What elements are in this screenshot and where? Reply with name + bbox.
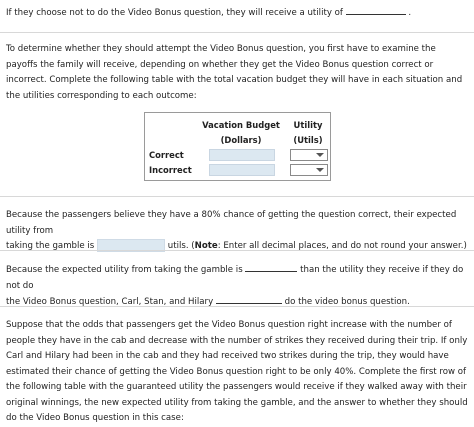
utility-no-bonus-dropdown[interactable] <box>346 5 406 15</box>
q4-line1-post: than the utility they receive if they do not do <box>6 265 464 291</box>
q3-line1: Because the passengers believe they have a 80% chance of getting the question correct, their expected utility from <box>6 210 457 236</box>
odds-scenario-text: Suppose that the odds that passengers get the Video Bonus question right increase with the number of people they have in the cab and decrease with the number of strikes they received during their trip. If only Carl and Hilary had been in the cab and they had received two strikes during the trip, they would have estimated their chance of getting the Video Bonus question right to be only 40%. Complete the first row of the following table with the guaranteed utility the passengers would receive if they walked away with their original winnings, the new expected utility from taking the gamble, and the answer to whether they should do the Video Bonus question in this case: <box>6 320 468 423</box>
col-header-utility-line1: Utility <box>293 120 323 130</box>
q4-line1-pre: Because the expected utility from taking the gamble is <box>6 265 243 275</box>
utility-incorrect-dropdown[interactable] <box>290 164 328 176</box>
q4-line2-pre: the Video Bonus question, Carl, Stan, and Hilary <box>6 297 214 307</box>
payoff-instructions: To determine whether they should attempt the Video Bonus question, you first have to examine the payoffs the family will receive, depending on whether they get the Video Bonus question correct or incorrect. Complete the following table with the total vacation budget they will have in each situation and the utilities corresponding to each outcome: <box>6 44 463 101</box>
chevron-down-icon <box>316 168 324 172</box>
chevron-down-icon <box>316 153 324 157</box>
col-header-budget-line2: (Dollars) <box>220 135 262 145</box>
comparison-question <box>6 262 468 311</box>
col-header-utility <box>288 118 328 148</box>
q3-line2-pre: taking the gamble is <box>6 241 95 251</box>
note-label: Note <box>194 241 218 251</box>
col-header-budget-line1: Vacation Budget <box>202 120 280 130</box>
q3-line2-post: : Enter all decimal places, and do not round your answer.) <box>217 241 467 251</box>
comparison-dropdown[interactable] <box>245 262 297 272</box>
q1-suffix: . <box>408 8 412 18</box>
q1-prefix: If they choose not to do the Video Bonus question, they will receive a utility of <box>6 8 343 18</box>
divider <box>0 250 474 251</box>
row-label-incorrect: Incorrect <box>149 165 192 175</box>
decision-dropdown[interactable] <box>216 294 282 304</box>
row-label-correct: Correct <box>149 150 184 160</box>
q3-line2-mid: utils. ( <box>167 241 195 251</box>
col-header-utility-line2: (Utils) <box>293 135 323 145</box>
budget-incorrect-input[interactable] <box>209 164 275 176</box>
utility-correct-dropdown[interactable] <box>290 149 328 161</box>
divider <box>0 306 474 307</box>
budget-correct-input[interactable] <box>209 149 275 161</box>
payoff-table <box>144 112 331 181</box>
divider <box>0 32 474 33</box>
q4-line2-post: do the video bonus question. <box>284 297 410 307</box>
expected-utility-question <box>6 208 468 255</box>
col-header-budget <box>201 118 281 148</box>
utility-no-bonus-question <box>6 5 468 22</box>
divider <box>0 196 474 197</box>
